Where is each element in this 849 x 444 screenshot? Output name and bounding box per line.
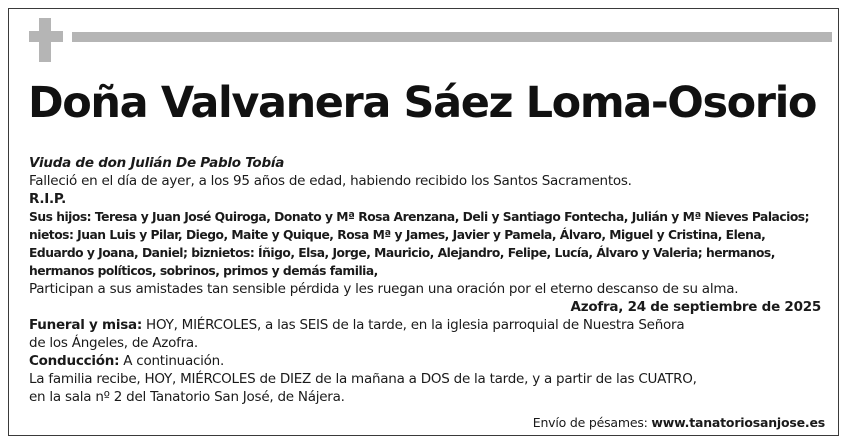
header-divider: [72, 32, 832, 42]
family-line: Eduardo y Joana, Daniel; biznietos: Íñigo, Elsa, Jorge, Mauricio, Alejandro, Felipe, Lucía, Álvaro y Valeria; hermanos,: [29, 246, 775, 260]
reception-line-2: en la sala nº 2 del Tanatorio San José, de Nájera.: [29, 389, 345, 405]
death-line: Falleció en el día de ayer, a los 95 años de edad, habiendo recibido los Santos Sacramentos.: [29, 173, 632, 189]
conduccion-text: A continuación.: [119, 353, 224, 369]
funeral-line-2: de los Ángeles, de Azofra.: [29, 335, 198, 351]
condolences-footer: [533, 415, 825, 430]
invitation-line: Participan a sus amistades tan sensible pérdida y les ruegan una oración por el eterno descanso de su alma.: [29, 281, 739, 297]
family-line: nietos: Juan Luis y Pilar, Diego, Maite y Quique, Rosa Mª y James, Javier y Pamela, Álvaro, Miguel y Cristina, Elena,: [29, 228, 766, 242]
deceased-name: Doña Valvanera Sáez Loma-Osorio: [28, 78, 817, 128]
rip-line: R.I.P.: [29, 191, 66, 207]
funeral-line-1: [29, 316, 829, 334]
funeral-label: Funeral y misa:: [29, 317, 143, 333]
family-line: hermanos políticos, sobrinos, primos y demás familia,: [29, 264, 378, 278]
footer-label: Envío de pésames:: [532, 415, 652, 430]
conduccion-label: Conducción:: [29, 353, 120, 369]
funeral-text: HOY, MIÉRCOLES, a las SEIS de la tarde, en la iglesia parroquial de Nuestra Señora: [142, 317, 685, 333]
obituary-body: [29, 154, 829, 406]
website-link[interactable]: www.tanatoriosanjose.es: [651, 415, 825, 430]
cross-horizontal-bar: [29, 31, 63, 42]
reception-line-1: La familia recibe, HOY, MIÉRCOLES de DIEZ de la mañana a DOS de la tarde, y a partir de las CUATRO,: [29, 371, 697, 387]
family-line: Sus hijos: Teresa y Juan José Quiroga, Donato y Mª Rosa Arenzana, Deli y Santiago Fontecha, Julián y Mª Nieves Palacios;: [29, 210, 810, 224]
widow-line: Viuda de don Julián De Pablo Tobía: [29, 155, 285, 171]
place-date: Azofra, 24 de septiembre de 2025: [570, 299, 821, 315]
conduccion-line: [29, 352, 829, 370]
